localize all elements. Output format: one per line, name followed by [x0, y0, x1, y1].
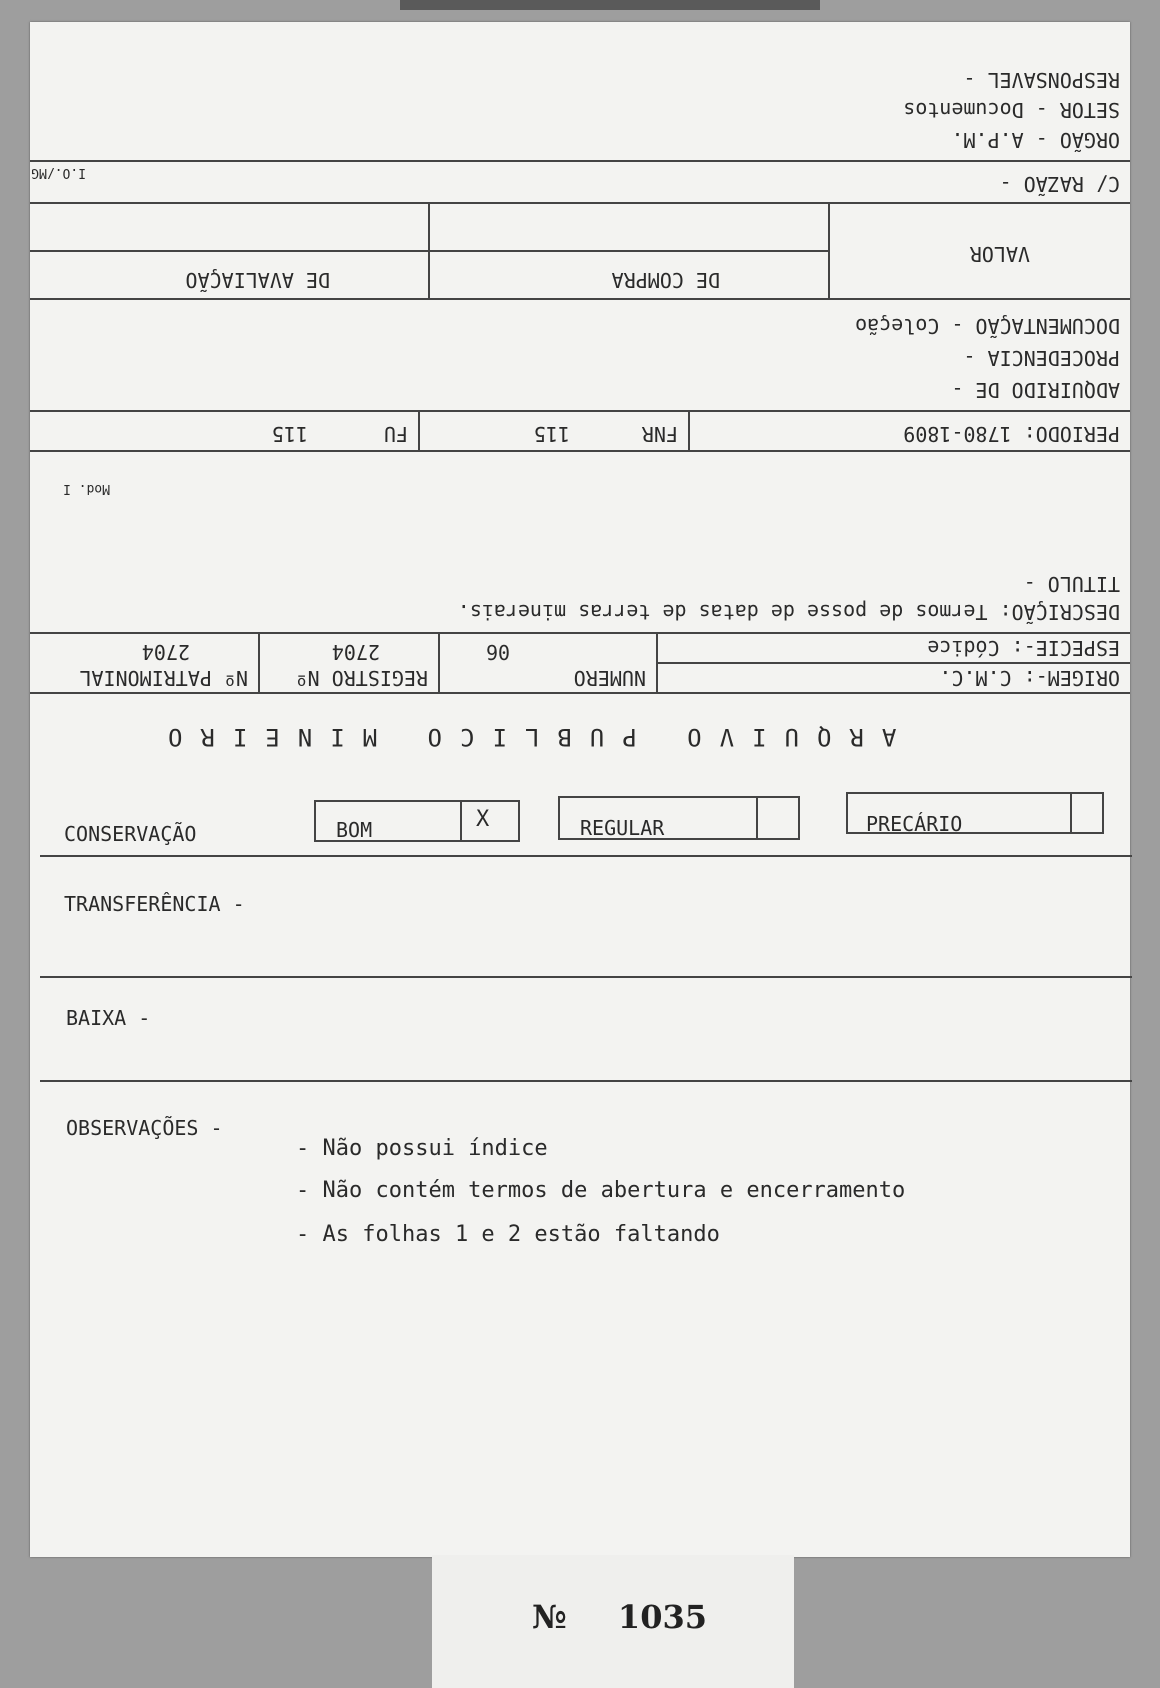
regular-checkbox[interactable] — [558, 796, 800, 840]
divider — [40, 1080, 1132, 1082]
orgao-text: ORGÃO - A.P.M. — [951, 128, 1120, 152]
bom-checkbox[interactable] — [314, 800, 520, 842]
registro-label: REGISTRO Nº — [295, 666, 428, 690]
mod-label: Mod. I — [63, 481, 110, 496]
regular-label: REGULAR — [580, 816, 665, 840]
divider — [756, 798, 758, 838]
divider — [656, 634, 658, 694]
baixa-label: BAIXA - — [66, 1006, 151, 1030]
patrimonial-value: 2704 — [141, 640, 190, 664]
setor-text: SETOR - Documentos — [903, 98, 1120, 122]
numero-label: NUMERO — [573, 666, 646, 690]
divider — [428, 204, 430, 300]
observacao-item: - As folhas 1 e 2 estão faltando — [296, 1222, 720, 1247]
fnr-value: 115 — [533, 422, 570, 446]
patrimonial-label: Nº PATRIMONIAL — [79, 666, 248, 690]
especie-label: ESPECIE-: Códice — [927, 636, 1120, 660]
titulo-label: TITULO - — [1023, 572, 1120, 596]
fnr-label: FNR — [641, 422, 678, 446]
documentacao-label: DOCUMENTAÇÃO - Coleção — [855, 314, 1120, 338]
card-code: I.O./MG — [31, 165, 86, 180]
divider — [40, 976, 1132, 978]
card-number — [532, 1598, 707, 1636]
valor-compra-label: DE COMPRA — [611, 268, 720, 292]
valor-avaliacao-label: DE AVALIAÇÃO — [185, 268, 330, 292]
adquirido-label: ADQUIRIDO DE - — [951, 378, 1120, 402]
procedencia-label: PROCEDENCIA - — [963, 346, 1120, 370]
precario-checkbox[interactable] — [846, 792, 1104, 834]
divider — [30, 298, 1130, 300]
fu-label: FU — [383, 422, 408, 446]
bom-label: BOM — [336, 818, 373, 842]
origem-label: ORIGEM-: C.M.C. — [939, 666, 1120, 690]
registro-value: 2704 — [331, 640, 380, 664]
divider — [30, 202, 1130, 204]
divider — [418, 412, 420, 452]
divider — [30, 450, 1130, 452]
divider — [30, 160, 1130, 162]
divider — [828, 204, 830, 300]
observacao-item: - Não contém termos de abertura e encerramento — [296, 1178, 906, 1203]
precario-label: PRECÁRIO — [866, 812, 963, 836]
inverted-form-section — [30, 22, 1130, 742]
background-shadow — [400, 0, 820, 10]
number-value: 1035 — [617, 1598, 707, 1636]
valor-label: VALOR — [969, 242, 1030, 266]
conservacao-label: CONSERVAÇÃO — [64, 822, 197, 846]
divider — [30, 692, 1130, 694]
responsavel-label: RESPONSAVEL - — [963, 68, 1120, 92]
divider — [658, 662, 1130, 664]
divider — [1070, 794, 1072, 832]
divider — [40, 855, 1132, 857]
observacao-item: - Não possui índice — [296, 1136, 548, 1161]
number-symbol: № — [532, 1598, 567, 1636]
divider — [30, 410, 1130, 412]
numero-value: 06 — [485, 640, 510, 664]
periodo-text: PERIODO: 1780-1809 — [903, 422, 1120, 446]
divider — [438, 634, 440, 694]
divider — [30, 250, 830, 252]
fu-value: 115 — [271, 422, 308, 446]
arquivo-publico-title: ARQUIVO PUBLICO MINEIRO — [150, 723, 897, 751]
divider — [688, 412, 690, 452]
bom-mark: X — [476, 807, 490, 832]
c-razao-label: C/ RAZÃO - — [999, 172, 1120, 196]
descricao-text: DESCRIÇÃO: Termos de posse de datas de terras minerais. — [457, 600, 1120, 624]
transferencia-label: TRANSFERÊNCIA - — [64, 892, 245, 916]
observacoes-label: OBSERVAÇÕES - — [66, 1116, 223, 1140]
divider — [30, 632, 1130, 634]
divider — [460, 802, 462, 840]
divider — [258, 634, 260, 694]
